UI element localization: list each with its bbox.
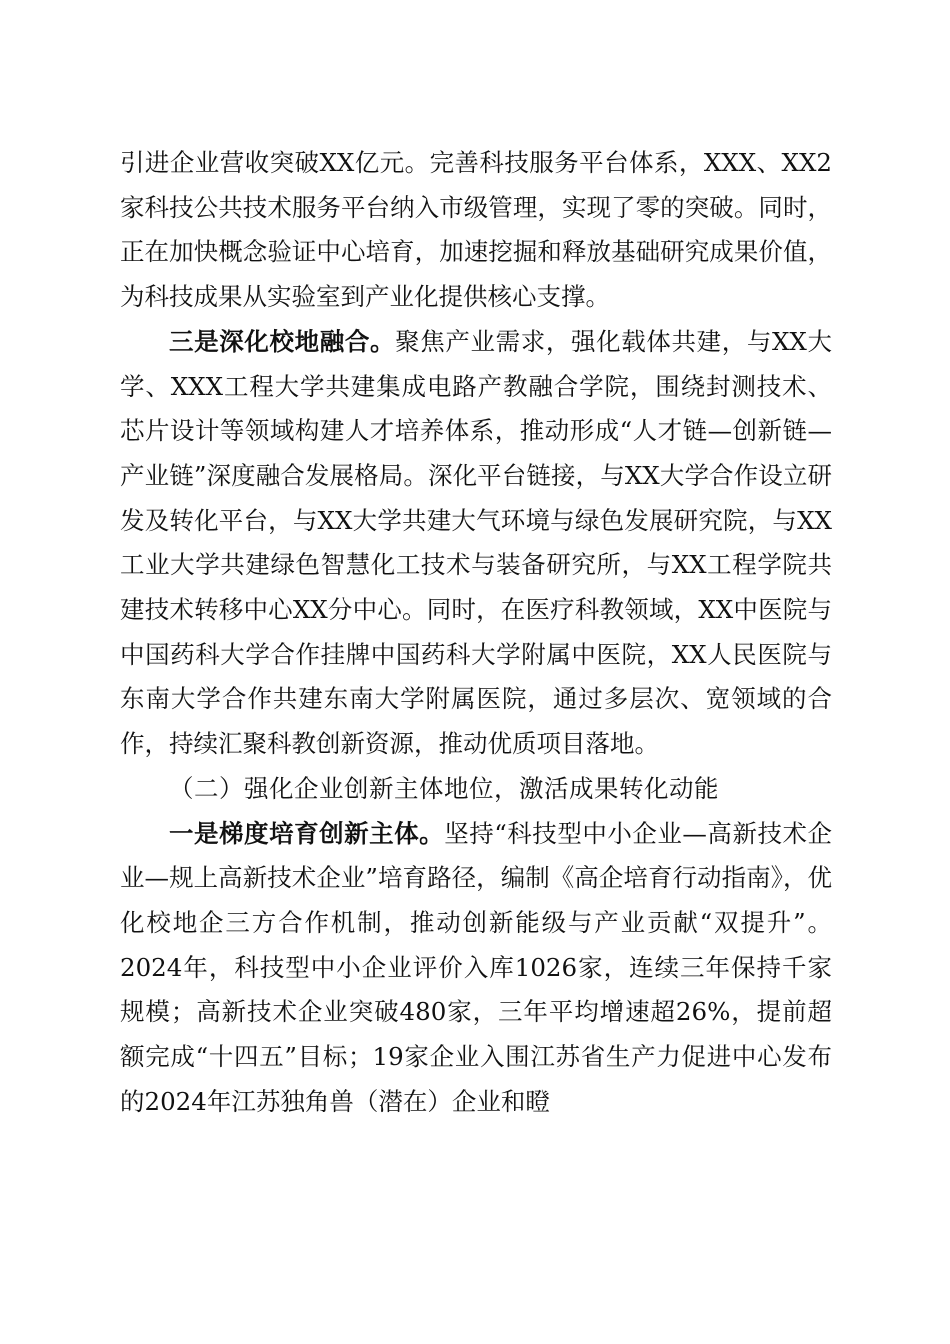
paragraph-text: 聚焦产业需求，强化载体共建，与XX大学、XXX工程大学共建集成电路产教融合学院，围绕封测技术、芯片设计等领域构建人才培养体系，推动形成“人才链—创新链—产业链”深度融合发展格局。深化平台链接，与XX大学合作设立研发及转化平台，与XX大学共建大气环境与绿色发展研究院，与XX工业大学共建绿色智慧化工技术与装备研究所，与XX工程学院共建技术转移中心XX分中心。同时，在医疗科教领域，XX中医院与中国药科大学合作挂牌中国药科大学附属中医院，XX人民医院与东南大学合作共建东南大学附属医院，通过多层次、宽领域的合作，持续汇聚科教创新资源，推动优质项目落地。 [120, 326, 832, 759]
paragraph-text: 坚持“科技型中小企业—高新技术企业—规上高新技术企业”培育路径，编制《高企培育行动指南》，优化校地企三方合作机制，推动创新能级与产业贡献“双提升”。2024年，科技型中小企业评价入库1026家，连续三年保持千家规模；高新技术企业突破480家，三年平均增速超26%，提前超额完成“十四五”目标；19家企业入围江苏省生产力促进中心发布的2024年江苏独角兽（潜在）企业和瞪 [120, 818, 832, 1116]
paragraph-lead: 三是深化校地融合。 [169, 326, 396, 356]
paragraph-text: 引进企业营收突破XX亿元。完善科技服务平台体系，XXX、XX2家科技公共技术服务平台纳入市级管理，实现了零的突破。同时，正在加快概念验证中心培育，加速挖掘和释放基础研究成果价值，为科技成果从实验室到产业化提供核心支撑。 [120, 148, 832, 312]
paragraph-lead: 一是梯度培育创新主体。 [169, 818, 445, 848]
section-heading [120, 767, 832, 812]
paragraph-innovation-entities [120, 812, 832, 1125]
document-body [120, 141, 832, 1124]
paragraph-continuation [120, 141, 832, 320]
section-heading-text: （二）强化企业创新主体地位，激活成果转化动能 [169, 773, 719, 803]
paragraph-school-local-integration [120, 320, 832, 767]
